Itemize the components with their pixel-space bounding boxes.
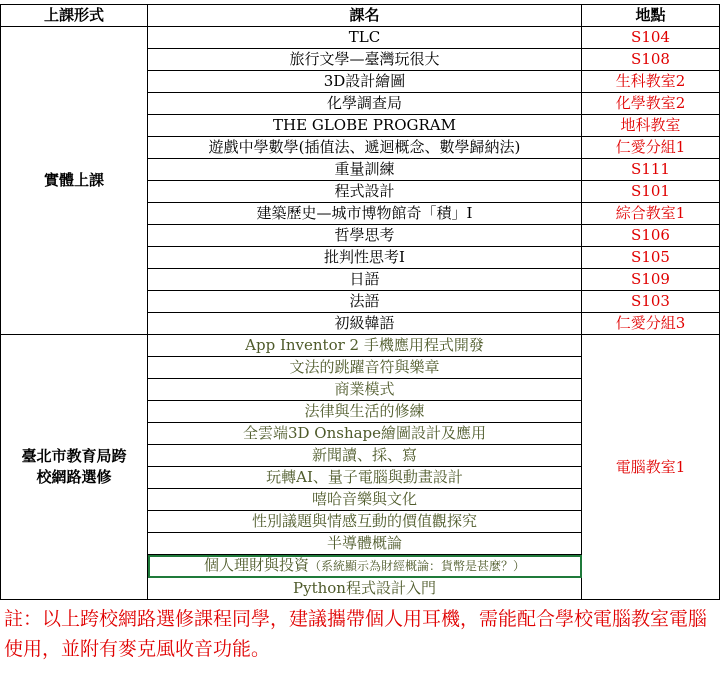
course-cell[interactable]: 3D設計繪圖 xyxy=(148,71,582,93)
course-name: 玩轉AI、量子電腦與動畫設計 xyxy=(266,468,463,486)
course-cell[interactable]: 程式設計 xyxy=(148,181,582,203)
location-cell[interactable]: 仁愛分組3 xyxy=(582,313,720,335)
course-name: 全雲端3D Onshape繪圖設計及應用 xyxy=(242,424,487,442)
course-cell[interactable] xyxy=(148,357,582,379)
course-name: Python程式設計入門 xyxy=(293,579,436,597)
mode-online-line2: 校網路選修 xyxy=(36,468,112,486)
table-row xyxy=(1,27,720,49)
header-location[interactable]: 地點 xyxy=(582,5,720,27)
mode-online-line1: 臺北市教育局跨 xyxy=(21,447,127,465)
location-cell[interactable]: S108 xyxy=(582,49,720,71)
course-name: 文法的跳躍音符與樂章 xyxy=(289,358,440,376)
course-cell[interactable] xyxy=(148,555,582,578)
location-cell[interactable]: S106 xyxy=(582,225,720,247)
course-name: 性別議題與情感互動的價值觀探究 xyxy=(251,512,477,530)
course-name: 商業模式 xyxy=(334,380,395,398)
course-cell[interactable]: 法語 xyxy=(148,291,582,313)
course-cell[interactable] xyxy=(148,489,582,511)
header-course[interactable]: 課名 xyxy=(148,5,582,27)
course-name: App Inventor 2 手機應用程式開發 xyxy=(245,336,484,354)
footnote: 註：以上跨校網路選修課程同學，建議攜帶個人用耳機，需能配合學校電腦教室電腦使用，並附有麥克風收音功能。 xyxy=(4,608,708,660)
course-system-note: （系統顯示為財經概論：貨幣是甚麼？） xyxy=(309,559,526,573)
header-row xyxy=(1,5,720,27)
course-name: 新聞讀、採、寫 xyxy=(311,446,417,464)
course-cell[interactable]: 旅行文學—臺灣玩很大 xyxy=(148,49,582,71)
course-cell[interactable] xyxy=(148,511,582,533)
course-name: 法律與生活的修練 xyxy=(304,402,425,420)
course-cell[interactable] xyxy=(148,423,582,445)
course-cell[interactable]: 哲學思考 xyxy=(148,225,582,247)
course-cell[interactable] xyxy=(148,445,582,467)
location-cell[interactable]: S104 xyxy=(582,27,720,49)
course-cell[interactable] xyxy=(148,401,582,423)
location-cell[interactable]: S103 xyxy=(582,291,720,313)
course-name: 嘻哈音樂與文化 xyxy=(311,490,417,508)
course-cell[interactable]: 日語 xyxy=(148,269,582,291)
table-row xyxy=(1,335,720,357)
course-cell[interactable] xyxy=(148,533,582,555)
course-cell[interactable]: 建築歷史—城市博物館奇「積」I xyxy=(148,203,582,225)
location-cell[interactable]: S101 xyxy=(582,181,720,203)
mode-online[interactable] xyxy=(1,335,148,600)
location-online[interactable]: 電腦教室1 xyxy=(582,335,720,600)
location-cell[interactable]: 仁愛分組1 xyxy=(582,137,720,159)
location-cell[interactable]: 化學教室2 xyxy=(582,93,720,115)
course-cell[interactable]: THE GLOBE PROGRAM xyxy=(148,115,582,137)
course-cell[interactable] xyxy=(148,578,582,600)
course-cell[interactable] xyxy=(148,467,582,489)
location-cell[interactable]: 生科教室2 xyxy=(582,71,720,93)
location-cell[interactable]: 綜合教室1 xyxy=(582,203,720,225)
course-cell[interactable]: 初級韓語 xyxy=(148,313,582,335)
header-mode[interactable]: 上課形式 xyxy=(1,5,148,27)
course-cell[interactable]: 遊戲中學數學(插值法、遞迴概念、數學歸納法) xyxy=(148,137,582,159)
course-cell[interactable] xyxy=(148,379,582,401)
location-cell[interactable]: S105 xyxy=(582,247,720,269)
mode-onsite[interactable]: 實體上課 xyxy=(1,27,148,335)
course-cell[interactable]: 重量訓練 xyxy=(148,159,582,181)
location-cell[interactable]: S111 xyxy=(582,159,720,181)
location-cell[interactable]: 地科教室 xyxy=(582,115,720,137)
course-name: 個人理財與投資 xyxy=(203,556,309,574)
course-cell[interactable]: TLC xyxy=(148,27,582,49)
course-name: 半導體概論 xyxy=(326,534,402,552)
course-cell[interactable]: 化學調查局 xyxy=(148,93,582,115)
course-table xyxy=(0,4,720,600)
course-cell[interactable] xyxy=(148,335,582,357)
course-cell[interactable]: 批判性思考I xyxy=(148,247,582,269)
location-cell[interactable]: S109 xyxy=(582,269,720,291)
